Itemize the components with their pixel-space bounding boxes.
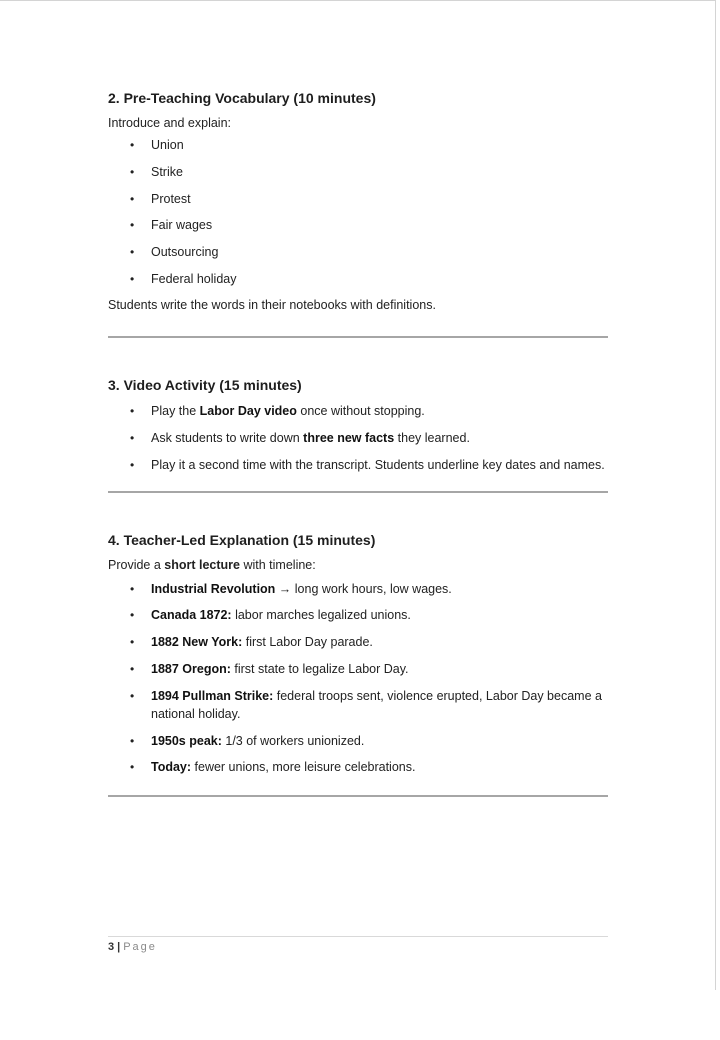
video-activity-list <box>108 402 608 474</box>
bullet-icon: • <box>130 191 135 206</box>
intro-text: with timeline: <box>240 557 316 572</box>
bullet-icon: • <box>130 164 135 179</box>
list-item-text: Fair wages <box>151 218 213 233</box>
list-item-text: Strike <box>151 164 183 179</box>
list-item <box>108 270 608 288</box>
list-item-bold: 1950s peak: <box>151 733 222 748</box>
section-intro <box>108 556 608 574</box>
section-vocabulary <box>108 88 608 314</box>
page-number: 3 <box>108 941 115 953</box>
list-item <box>108 429 608 447</box>
list-item-text: once without stopping. <box>296 403 425 418</box>
bullet-icon: • <box>130 635 135 650</box>
list-item-text: Protest <box>151 191 191 206</box>
list-item-text: labor marches legalized unions. <box>231 608 411 623</box>
section-heading: 2. Pre-Teaching Vocabulary (10 minutes) <box>108 90 376 106</box>
timeline-list <box>108 580 608 777</box>
section-intro: Introduce and explain: <box>108 116 232 130</box>
section-outro: Students write the words in their notebooks with definitions. <box>108 297 436 312</box>
list-item <box>108 402 608 420</box>
horizontal-rule <box>108 795 608 797</box>
horizontal-rule <box>108 336 608 338</box>
list-item <box>108 633 608 651</box>
page-label: Page <box>123 941 157 953</box>
bullet-icon: • <box>130 245 135 260</box>
list-item-text: federal troops sent, violence erupted, Labor Day became a national holiday. <box>151 688 602 721</box>
list-item-bold: Labor Day video <box>199 403 297 418</box>
bullet-icon: • <box>130 430 135 445</box>
bullet-icon: • <box>130 457 135 472</box>
bullet-icon: • <box>130 403 135 418</box>
list-item-bold: three new facts <box>303 430 395 445</box>
list-item <box>108 606 608 624</box>
page-footer <box>108 940 157 954</box>
bullet-icon: • <box>130 608 135 623</box>
list-item <box>108 732 608 750</box>
bullet-icon: • <box>130 733 135 748</box>
list-item-text: → long work hours, low wages. <box>275 581 452 596</box>
list-item <box>108 687 608 723</box>
list-item-bold: 1894 Pullman Strike: <box>151 688 274 703</box>
list-item-text: first state to legalize Labor Day. <box>230 661 409 676</box>
section-teacher-explanation <box>108 530 608 777</box>
bullet-icon: • <box>130 688 135 703</box>
list-item-text: Play it a second time with the transcript. Students underline key dates and names. <box>151 457 605 472</box>
list-item <box>108 136 608 154</box>
list-item <box>108 758 608 776</box>
list-item <box>108 163 608 181</box>
list-item-bold: 1887 Oregon: <box>151 661 231 676</box>
document-body <box>108 88 608 797</box>
list-item-text: fewer unions, more leisure celebrations. <box>191 760 416 775</box>
list-item <box>108 190 608 208</box>
bullet-icon: • <box>130 661 135 676</box>
section-video-activity <box>108 375 608 474</box>
vocabulary-list <box>108 136 608 288</box>
footer-divider <box>108 936 608 937</box>
footer-separator: | <box>117 941 121 953</box>
list-item-text: Outsourcing <box>151 245 219 260</box>
page-border-right <box>715 0 716 990</box>
list-item <box>108 243 608 261</box>
list-item-text: first Labor Day parade. <box>242 635 373 650</box>
list-item-text: Union <box>151 138 184 152</box>
bullet-icon: • <box>130 581 135 596</box>
list-item-bold: Today: <box>151 760 192 775</box>
horizontal-rule <box>108 491 608 493</box>
list-item <box>108 580 608 598</box>
list-item-text: they learned. <box>394 430 470 445</box>
list-item <box>108 216 608 234</box>
bullet-icon: • <box>130 138 135 152</box>
page-border-top <box>0 0 716 1</box>
bullet-icon: • <box>130 760 135 775</box>
intro-bold: short lecture <box>164 557 240 572</box>
intro-text: Provide a <box>108 557 165 572</box>
list-item-bold: Canada 1872: <box>151 608 232 623</box>
bullet-icon: • <box>130 218 135 233</box>
section-heading: 3. Video Activity (15 minutes) <box>108 376 302 393</box>
bullet-icon: • <box>130 271 135 286</box>
list-item-text: Federal holiday <box>151 271 237 286</box>
section-heading: 4. Teacher-Led Explanation (15 minutes) <box>108 531 376 548</box>
list-item-bold: Industrial Revolution <box>151 581 276 596</box>
list-item-bold: 1882 New York: <box>151 635 243 650</box>
list-item-text: Ask students to write down <box>151 430 304 445</box>
list-item <box>108 660 608 678</box>
list-item <box>108 456 608 474</box>
list-item-text: Play the <box>151 403 200 418</box>
list-item-text: 1/3 of workers unionized. <box>221 733 365 748</box>
